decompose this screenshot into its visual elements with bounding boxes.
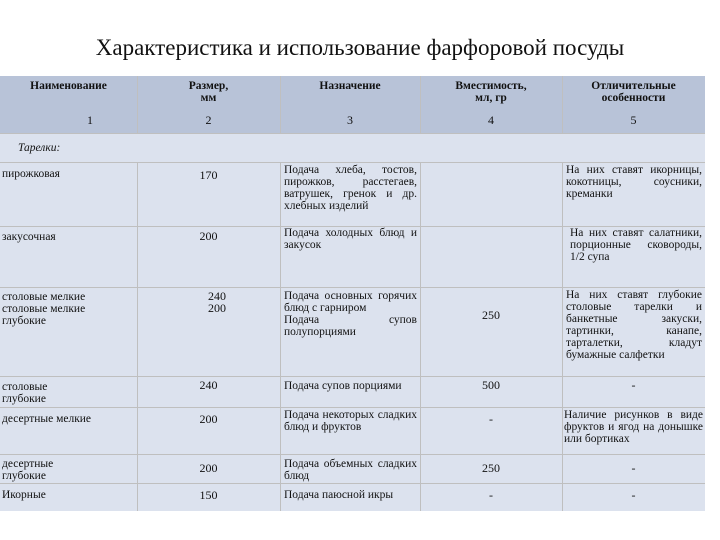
row-size: 200	[199, 462, 218, 475]
row-features: На них ставят салатники, порционные сковороды, 1/2 супа	[570, 227, 702, 263]
row-features: -	[631, 489, 636, 502]
row-purpose: Подача супов порциями	[284, 380, 402, 392]
row-size: 240 200	[208, 290, 226, 315]
header-name: Наименование	[30, 80, 107, 92]
row-purpose: Подача основных горячих блюд с гарниром Подача супов полупорциями	[284, 290, 417, 338]
row-size: 200	[199, 230, 218, 243]
row-size: 170	[199, 169, 218, 182]
row-capacity	[420, 230, 562, 244]
row-capacity: 500	[482, 379, 500, 392]
grid-line	[420, 162, 421, 511]
section-label: Тарелки:	[18, 142, 61, 154]
row-features: -	[631, 462, 636, 475]
row-name: Икорные	[2, 489, 46, 501]
row-size: 240	[199, 379, 218, 392]
grid-line	[137, 162, 138, 511]
row-purpose: Подача паюсной икры	[284, 489, 394, 501]
row-purpose: Подача хлеба, тостов, пирожков, расстегаев, ватрушек, гренок и др. хлебных изделий	[284, 164, 417, 212]
grid-line	[280, 162, 281, 511]
grid-line	[0, 162, 705, 163]
row-purpose: Подача холодных блюд и закусок	[284, 227, 417, 251]
grid-line	[0, 407, 705, 408]
row-features: На них ставят глубокие столовые тарелки и банкетные закуски, тартинки, канапе, тарталетки, кладут бумажные салфетки	[566, 289, 702, 361]
grid-line	[562, 162, 563, 511]
grid-line	[0, 133, 705, 134]
header-size: Размер, мм	[188, 80, 229, 104]
row-name: закусочная	[2, 231, 56, 243]
row-name: десертные глубокие	[2, 458, 54, 482]
row-features: -	[631, 379, 636, 392]
row-capacity: -	[489, 413, 493, 426]
column-index: 3	[347, 114, 353, 127]
row-name: десертные мелкие	[2, 413, 92, 425]
row-features: Наличие рисунков в виде фруктов и ягод на донышке или бортиках	[564, 409, 703, 445]
row-capacity: 250	[482, 462, 500, 475]
row-size: 150	[199, 489, 218, 502]
grid-line	[0, 287, 705, 288]
column-index: 4	[488, 114, 494, 127]
header-features: Отличительные особенности	[591, 80, 676, 104]
row-name: столовые мелкие столовые мелкие глубокие	[2, 291, 86, 327]
row-purpose: Подача объемных сладких блюд	[284, 458, 417, 482]
row-size: 200	[199, 413, 218, 426]
column-index: 2	[205, 114, 212, 127]
header-capacity: Вместимость, мл, гр	[455, 80, 527, 104]
slide-title: Характеристика и использование фарфоровой посуды	[95, 35, 625, 60]
column-index: 1	[87, 114, 93, 127]
header-purpose: Назначение	[319, 80, 381, 92]
row-purpose: Подача некоторых сладких блюд и фруктов	[284, 409, 417, 433]
row-capacity: 250	[482, 309, 500, 322]
row-name: столовые глубокие	[2, 381, 48, 405]
row-name: пирожковая	[2, 168, 60, 180]
row-capacity: -	[489, 489, 493, 502]
row-capacity	[420, 169, 562, 183]
grid-line	[0, 454, 705, 455]
row-features: На них ставят икорницы, кокотницы, соусники, креманки	[566, 164, 702, 200]
column-index: 5	[630, 114, 637, 127]
